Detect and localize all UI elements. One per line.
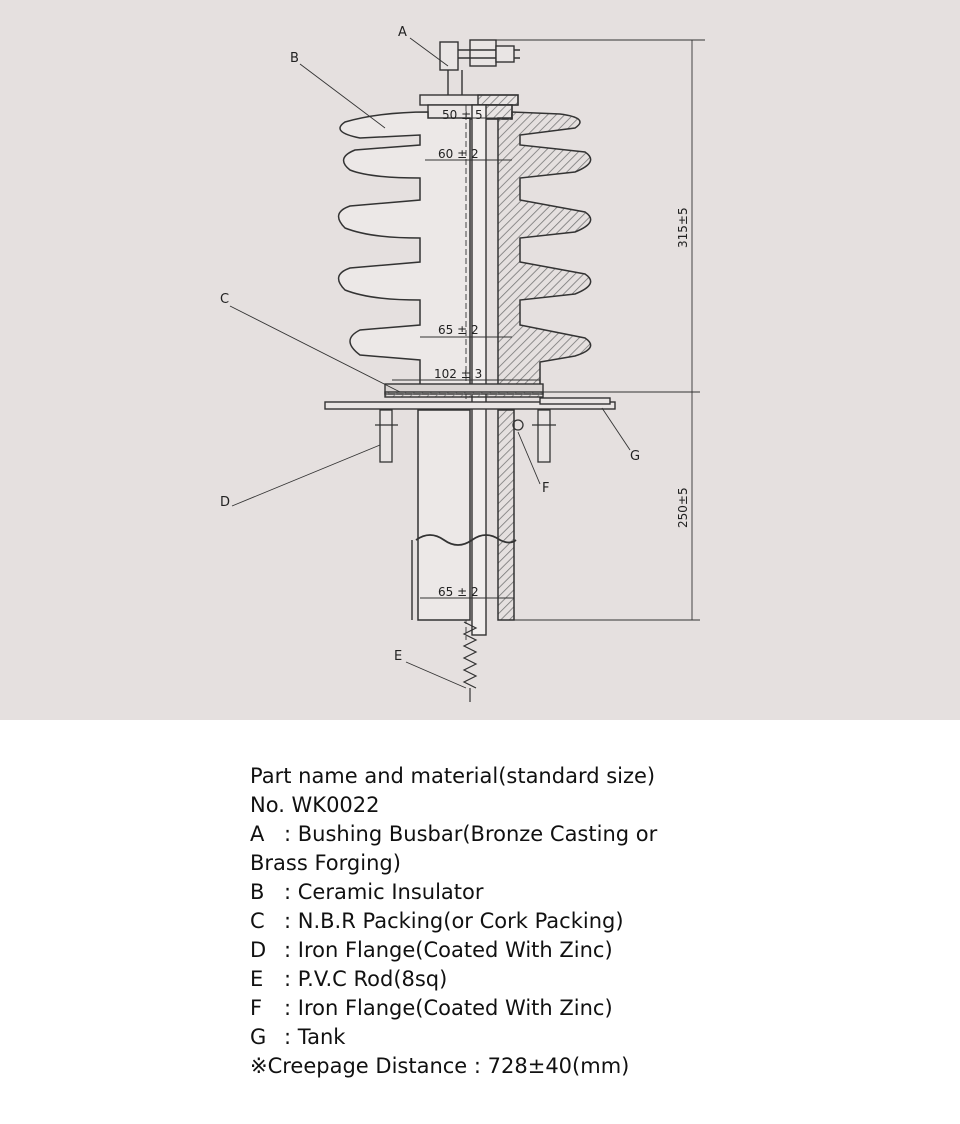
part-item-e <box>250 965 690 994</box>
label-f: F <box>542 481 550 496</box>
dim-tail: 65 ± 2 <box>438 585 479 599</box>
part-item-g <box>250 1023 690 1052</box>
part-number: No. WK0022 <box>250 793 380 817</box>
part-text: : P.V.C Rod(8sq) <box>284 967 448 991</box>
label-g: G <box>630 449 641 464</box>
label-b: B <box>290 51 299 66</box>
part-text: : Bushing Busbar(Bronze Casting or <box>284 822 658 846</box>
parts-list <box>250 762 690 1081</box>
part-text: Brass Forging) <box>250 851 401 875</box>
dim-upper-height: 315±5 <box>676 207 690 248</box>
dim-top-cap: 50 ± 5 <box>442 108 483 122</box>
part-text: : Tank <box>284 1025 346 1049</box>
part-text: : Iron Flange(Coated With Zinc) <box>284 996 613 1020</box>
dim-flange: 102 ± 3 <box>434 367 483 381</box>
part-key: A <box>250 822 265 846</box>
part-item-d <box>250 936 690 965</box>
label-d: D <box>220 495 231 510</box>
part-text: : Iron Flange(Coated With Zinc) <box>284 938 613 962</box>
part-item-b <box>250 878 690 907</box>
part-item-a-cont <box>250 849 690 878</box>
dim-lower-stem: 65 ± 2 <box>438 323 479 337</box>
label-c: C <box>220 292 230 307</box>
label-a: A <box>398 25 407 40</box>
label-e: E <box>394 649 403 664</box>
part-key: D <box>250 938 267 962</box>
ceramic-insulator-section <box>498 112 591 390</box>
dim-lower-height: 250±5 <box>676 487 690 528</box>
part-key: E <box>250 967 264 991</box>
creepage-note: ※Creepage Distance : 728±40(mm) <box>250 1054 630 1078</box>
part-text: : N.B.R Packing(or Cork Packing) <box>284 909 624 933</box>
packing-and-flange <box>325 384 615 409</box>
part-key: B <box>250 880 265 904</box>
part-item-c <box>250 907 690 936</box>
busbar-terminal <box>440 40 705 95</box>
parts-title: Part name and material(standard size) <box>250 764 656 788</box>
part-key: C <box>250 909 265 933</box>
part-key: G <box>250 1025 267 1049</box>
part-item-a <box>250 820 690 849</box>
part-item-f <box>250 994 690 1023</box>
part-text: : Ceramic Insulator <box>284 880 484 904</box>
dim-upper-stem: 60 ± 2 <box>438 147 479 161</box>
part-key: F <box>250 996 263 1020</box>
